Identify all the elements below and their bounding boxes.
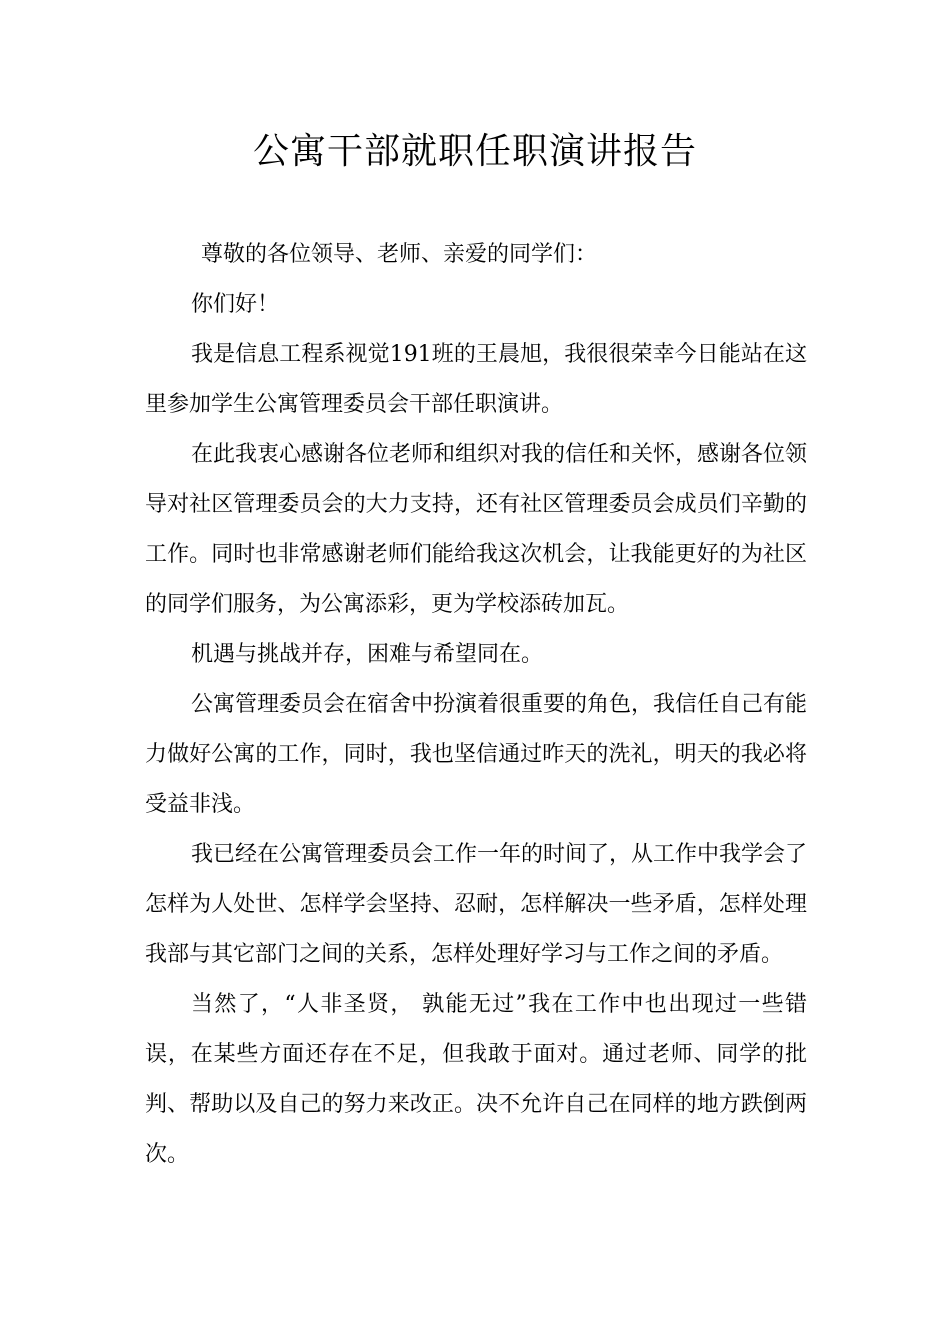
body-paragraph: 当然了，“人非圣贤， 孰能无过”我在工作中也出现过一些错误，在某些方面还存在不足，但我敢于面对。通过老师、同学的批判、帮助以及自己的努力来改正。决不允许自己在同样的地方跌倒两次。	[145, 992, 807, 1167]
salutation-paragraph: 尊敬的各位领导、老师、亲爱的同学们：	[201, 242, 598, 267]
body-paragraph: 我已经在公寓管理委员会工作一年的时间了，从工作中我学会了怎样为人处世、怎样学会坚持、忍耐，怎样解决一些矛盾，怎样处理我部与其它部门之间的关系，怎样处理好学习与工作之间的矛盾。	[145, 842, 808, 967]
body-paragraph: 公寓管理委员会在宿舍中扮演着很重要的角色，我信任自己有能力做好公寓的工作，同时，我也坚信通过昨天的洗礼，明天的我必将受益非浅。	[145, 692, 808, 817]
body-paragraph: 我是信息工程系视觉191班的王晨旭，我很很荣幸今日能站在这里参加学生公寓管理委员会干部任职演讲。	[145, 342, 807, 417]
document-body	[145, 230, 807, 1180]
greeting-paragraph: 你们好！	[191, 292, 280, 317]
body-paragraph: 机遇与挑战并存，困难与希望同在。	[191, 642, 544, 667]
document-title: 公寓干部就职任职演讲报告	[252, 131, 697, 172]
body-paragraph: 在此我衷心感谢各位老师和组织对我的信任和关怀，感谢各位领导对社区管理委员会的大力支持，还有社区管理委员会成员们辛勤的工作。同时也非常感谢老师们能给我这次机会，让我能更好的为社区的同学们服务，为公寓添彩，更为学校添砖加瓦。	[145, 442, 808, 617]
